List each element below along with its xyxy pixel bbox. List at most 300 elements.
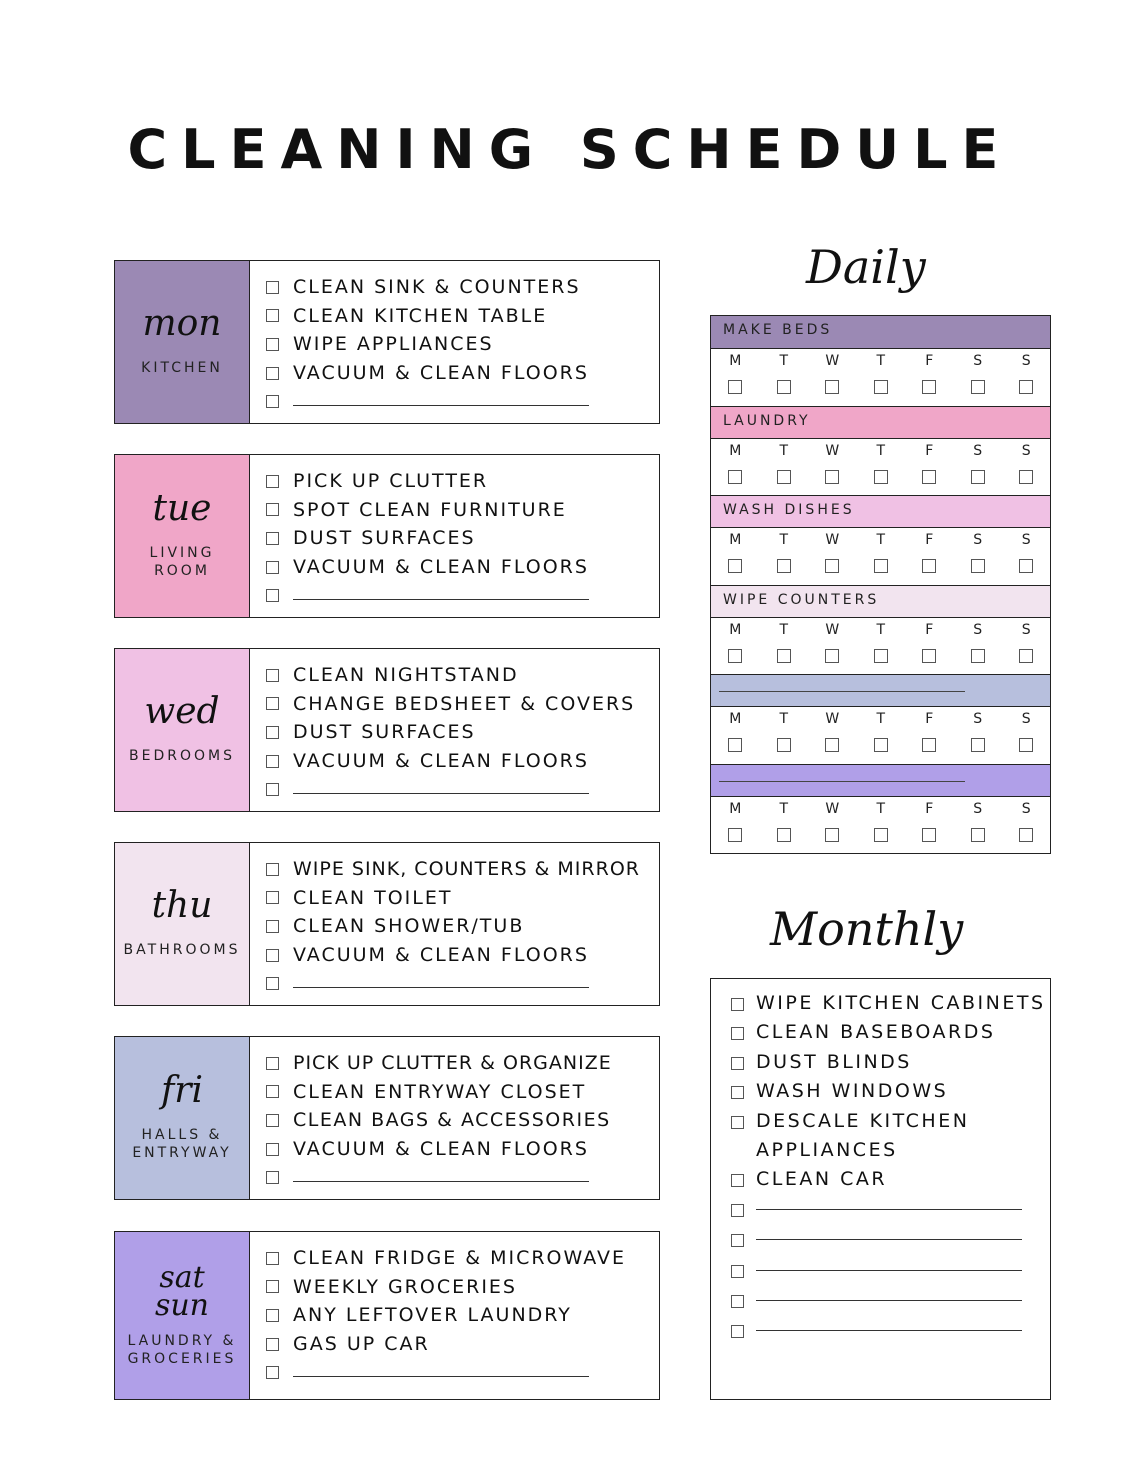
task-label: PICK UP CLUTTER [293,470,489,493]
daily-task-bar [711,764,1050,797]
daily-task-bar [711,406,1050,439]
task-item-blank[interactable] [266,1358,626,1387]
blank-write-line[interactable] [756,1239,1022,1240]
task-item-blank[interactable] [266,581,589,610]
task-list [250,649,635,811]
weekday-label: F [925,442,934,459]
task-item[interactable] [266,496,589,525]
daily-task-label: LAUNDRY [723,412,811,429]
weekday-cell [808,797,857,842]
weekday-checkbox[interactable] [971,559,985,573]
monthly-task-label: CLEAN BASEBOARDS [756,1021,996,1044]
checkbox[interactable] [266,1171,279,1184]
checkbox[interactable] [266,669,279,682]
weekday-checkbox[interactable] [825,649,839,663]
checkbox[interactable] [731,1234,744,1247]
task-item[interactable] [266,855,640,884]
weekday-label: S [973,532,983,548]
checkbox[interactable] [731,1265,744,1278]
weekday-checkbox[interactable] [728,738,742,752]
checkbox[interactable] [266,697,279,710]
weekday-cell [905,618,954,663]
weekday-checkbox[interactable] [777,649,791,663]
daily-task-bar [711,316,1050,349]
weekday-checkbox[interactable] [922,559,936,573]
task-item[interactable] [266,1330,626,1359]
weekday-cell [711,618,760,663]
weekday-checkbox[interactable] [777,470,791,484]
weekday-checkbox[interactable] [1019,828,1033,842]
weekday-label: W [825,621,840,638]
weekday-cell [857,618,906,663]
weekday-checkbox[interactable] [971,828,985,842]
weekday-label: M [729,800,742,817]
blank-write-line[interactable] [756,1209,1022,1210]
task-label: ANY LEFTOVER LAUNDRY [293,1304,572,1327]
weekday-checklist [711,707,1050,752]
weekday-checkbox[interactable] [777,738,791,752]
task-list [250,1232,626,1399]
blank-write-line[interactable] [293,987,589,988]
weekday-checklist [711,797,1050,842]
task-label: GAS UP CAR [293,1333,430,1356]
checkbox[interactable] [266,309,279,322]
weekday-cell [711,528,760,573]
day-room: LAUNDRY & GROCERIES [127,1332,237,1367]
weekday-checkbox[interactable] [825,380,839,394]
weekday-checkbox[interactable] [777,380,791,394]
weekday-label: M [729,353,742,369]
task-item[interactable] [266,524,589,553]
weekday-checkbox[interactable] [728,470,742,484]
weekday-cell [857,439,906,484]
weekday-label: W [825,442,840,459]
daily-task-bar [711,674,1050,707]
day-label-panel [115,1232,250,1399]
weekday-checkbox[interactable] [922,649,936,663]
day-label-panel [115,843,250,1005]
weekday-checkbox[interactable] [874,828,888,842]
task-label: VACUUM & CLEAN FLOORS [293,750,589,773]
task-label: PICK UP CLUTTER & ORGANIZE [293,1052,612,1075]
monthly-task-label: WASH WINDOWS [756,1080,949,1103]
weekday-label: S [1021,800,1031,817]
checkbox[interactable] [731,1116,744,1129]
weekday-checkbox[interactable] [971,738,985,752]
task-list [250,455,589,617]
checkbox[interactable] [731,1204,744,1217]
weekday-label: S [1021,532,1031,548]
day-script: sat sun [154,1259,210,1323]
checkbox[interactable] [266,920,279,933]
checkbox[interactable] [266,503,279,516]
task-label: CLEAN FRIDGE & MICROWAVE [293,1247,627,1270]
task-label: WEEKLY GROCERIES [293,1275,517,1298]
task-item[interactable] [266,1273,626,1302]
weekday-label: T [876,800,886,817]
checkbox[interactable] [731,1086,744,1099]
weekday-checklist [711,349,1050,394]
weekday-checkbox[interactable] [728,649,742,663]
checkbox[interactable] [266,1085,279,1098]
daily-task-bar [711,495,1050,528]
task-label: CLEAN TOILET [293,886,453,909]
monthly-task-item[interactable] [731,1018,1050,1047]
monthly-task-item[interactable] [731,1107,1050,1166]
weekday-label: W [825,532,840,548]
checkbox[interactable] [266,891,279,904]
day-block-fri [114,1036,660,1200]
weekday-checkbox[interactable] [728,828,742,842]
task-item[interactable] [266,1106,612,1135]
weekday-cell [1002,707,1051,752]
weekday-cell [954,528,1003,573]
checkbox[interactable] [266,1366,279,1379]
task-item-blank[interactable] [266,387,589,416]
weekday-checkbox[interactable] [825,470,839,484]
weekday-label: W [825,711,840,727]
monthly-task-item[interactable] [731,1048,1050,1077]
weekday-checkbox[interactable] [1019,470,1033,484]
weekday-cell [760,528,809,573]
checkbox[interactable] [731,1174,744,1187]
daily-tracker [710,315,1051,854]
weekday-cell [760,797,809,842]
weekday-label: S [973,711,983,727]
blank-write-line[interactable] [293,1181,589,1182]
weekday-checkbox[interactable] [874,380,888,394]
day-block-sat-sun [114,1231,660,1400]
weekday-checkbox[interactable] [728,380,742,394]
weekday-cell [808,349,857,394]
daily-heading: Daily [806,240,926,294]
weekday-checkbox[interactable] [825,559,839,573]
checkbox[interactable] [731,998,744,1011]
weekday-label: S [973,800,983,817]
weekday-checkbox[interactable] [1019,380,1033,394]
task-label: CLEAN BAGS & ACCESSORIES [293,1109,611,1132]
weekday-cell [711,707,760,752]
day-script: thu [151,885,213,926]
task-label: CLEAN KITCHEN TABLE [293,304,548,327]
task-item[interactable] [266,330,589,359]
blank-write-line[interactable] [293,405,589,406]
weekday-cell [760,439,809,484]
blank-write-line[interactable] [719,781,965,782]
weekday-checkbox[interactable] [971,470,985,484]
weekday-checkbox[interactable] [1019,738,1033,752]
day-script: mon [142,303,222,344]
day-room: HALLS & ENTRYWAY [132,1127,232,1161]
task-list [250,843,640,1005]
weekday-label: S [973,621,983,638]
weekday-cell [808,618,857,663]
weekday-checkbox[interactable] [874,470,888,484]
weekday-label: T [876,353,886,369]
task-item[interactable] [266,1078,612,1107]
weekday-checkbox[interactable] [922,470,936,484]
blank-write-line[interactable] [756,1300,1022,1301]
weekday-cell [1002,349,1051,394]
task-label: VACUUM & CLEAN FLOORS [293,556,589,579]
task-item[interactable] [266,690,635,719]
monthly-task-label: DUST BLINDS [756,1050,912,1073]
monthly-task-item-blank[interactable] [731,1225,1050,1255]
weekday-checkbox[interactable] [825,828,839,842]
task-item[interactable] [266,553,589,582]
monthly-task-item-blank[interactable] [731,1256,1050,1286]
weekday-cell [857,707,906,752]
task-label: DUST SURFACES [293,527,476,550]
day-label-panel [115,261,250,423]
checkbox[interactable] [266,1057,279,1070]
weekday-cell [808,707,857,752]
weekday-checkbox[interactable] [874,649,888,663]
weekday-cell [760,349,809,394]
task-item-blank[interactable] [266,775,635,804]
weekday-checkbox[interactable] [825,738,839,752]
weekday-label: T [779,621,789,638]
weekday-cell [905,797,954,842]
weekday-checklist [711,439,1050,484]
weekday-label: M [729,621,742,638]
weekday-label: T [876,711,886,727]
weekday-checkbox[interactable] [777,828,791,842]
weekday-label: M [729,442,742,459]
weekday-checkbox[interactable] [971,380,985,394]
weekday-cell [954,349,1003,394]
task-label: WIPE SINK, COUNTERS & MIRROR [293,858,640,881]
task-item[interactable] [266,718,635,747]
weekday-checkbox[interactable] [971,649,985,663]
weekday-cell [808,528,857,573]
daily-group [711,406,1050,496]
weekday-checkbox[interactable] [922,738,936,752]
task-item[interactable] [266,661,635,690]
weekday-checkbox[interactable] [922,380,936,394]
weekday-label: F [925,621,934,638]
weekday-label: M [729,711,742,727]
checkbox[interactable] [266,281,279,294]
weekday-cell [954,618,1003,663]
weekday-cell [905,707,954,752]
day-block-thu [114,842,660,1006]
blank-write-line[interactable] [719,691,965,692]
weekday-cell [857,528,906,573]
weekday-label: T [876,442,886,459]
task-item[interactable] [266,1135,612,1164]
day-script: wed [144,691,220,732]
day-script: fri [160,1070,204,1111]
weekday-checkbox[interactable] [1019,559,1033,573]
task-label: CLEAN SHOWER/TUB [293,915,525,938]
daily-group [711,585,1050,675]
daily-task-bar [711,585,1050,618]
task-item[interactable] [266,1049,612,1078]
day-room: BATHROOMS [123,942,241,958]
weekday-cell [857,349,906,394]
day-block-tue [114,454,660,618]
weekday-label: S [1021,711,1031,727]
weekday-cell [954,707,1003,752]
daily-group [711,316,1050,406]
weekday-label: S [1021,442,1031,459]
day-label-panel [115,649,250,811]
weekday-cell [954,439,1003,484]
checkbox[interactable] [266,532,279,545]
weekday-cell [711,797,760,842]
monthly-task-label: DESCALE KITCHEN APPLIANCES [756,1109,970,1162]
blank-write-line[interactable] [293,599,589,600]
checkbox[interactable] [266,395,279,408]
weekday-label: S [973,442,983,459]
checkbox[interactable] [266,1280,279,1293]
day-script: tue [152,488,212,529]
weekday-checkbox[interactable] [874,559,888,573]
weekday-label: T [779,800,789,817]
weekday-checklist [711,618,1050,663]
task-label: SPOT CLEAN FURNITURE [293,498,567,521]
task-item[interactable] [266,467,589,496]
weekday-checkbox[interactable] [874,738,888,752]
checkbox[interactable] [731,1295,744,1308]
checkbox[interactable] [266,1114,279,1127]
weekday-label: M [729,532,742,548]
weekday-cell [1002,618,1051,663]
task-item[interactable] [266,1244,626,1273]
monthly-task-item-blank[interactable] [731,1195,1050,1225]
blank-write-line[interactable] [756,1330,1022,1331]
daily-group [711,495,1050,585]
day-block-mon [114,260,660,424]
weekday-label: S [1021,353,1031,369]
weekday-cell [760,618,809,663]
weekday-cell [808,439,857,484]
checkbox[interactable] [731,1057,744,1070]
task-label: VACUUM & CLEAN FLOORS [293,362,589,385]
daily-group [711,764,1050,854]
weekday-label: S [1021,621,1031,638]
weekday-checkbox[interactable] [777,559,791,573]
monthly-task-label: CLEAN CAR [756,1168,888,1191]
weekday-label: W [825,353,840,369]
task-item[interactable] [266,359,589,388]
checkbox[interactable] [266,475,279,488]
checkbox[interactable] [266,1338,279,1351]
day-label-panel [115,455,250,617]
weekday-label: T [876,621,886,638]
task-item[interactable] [266,302,589,331]
daily-group [711,674,1050,764]
checkbox[interactable] [266,561,279,574]
weekday-cell [905,349,954,394]
weekday-cell [711,439,760,484]
task-item-blank[interactable] [266,969,640,998]
monthly-task-list [710,978,1051,1400]
monthly-heading: Monthly [770,902,964,956]
day-room: BEDROOMS [129,748,235,764]
task-item[interactable] [266,1301,626,1330]
weekday-cell [857,797,906,842]
task-item[interactable] [266,941,640,970]
blank-write-line[interactable] [756,1270,1022,1271]
task-list [250,261,589,423]
task-list [250,1037,612,1199]
task-item[interactable] [266,273,589,302]
weekday-checkbox[interactable] [1019,649,1033,663]
checkbox[interactable] [266,1309,279,1322]
weekday-label: F [925,532,934,548]
checkbox[interactable] [266,726,279,739]
weekday-label: T [779,711,789,727]
monthly-task-item[interactable] [731,1077,1050,1106]
checkbox[interactable] [266,1252,279,1265]
checkbox[interactable] [731,1027,744,1040]
checkbox[interactable] [266,755,279,768]
checkbox[interactable] [266,367,279,380]
task-label: DUST SURFACES [293,721,476,744]
task-label: CLEAN ENTRYWAY CLOSET [293,1080,587,1103]
checkbox[interactable] [266,589,279,602]
monthly-task-item[interactable] [731,989,1050,1018]
checkbox[interactable] [266,977,279,990]
daily-task-label: WIPE COUNTERS [723,591,880,608]
weekday-label: F [925,800,934,817]
blank-write-line[interactable] [293,793,589,794]
weekday-label: T [876,532,886,548]
weekday-label: T [779,353,789,369]
weekday-label: F [925,711,934,727]
day-label-panel [115,1037,250,1199]
weekday-cell [760,707,809,752]
task-label: CHANGE BEDSHEET & COVERS [293,692,636,715]
checkbox[interactable] [266,783,279,796]
weekday-cell [905,528,954,573]
task-label: VACUUM & CLEAN FLOORS [293,1138,589,1161]
checkbox[interactable] [266,1143,279,1156]
checkbox[interactable] [731,1325,744,1338]
task-label: CLEAN NIGHTSTAND [293,664,519,687]
task-item[interactable] [266,912,640,941]
task-item[interactable] [266,884,640,913]
weekday-checkbox[interactable] [922,828,936,842]
task-item-blank[interactable] [266,1163,612,1192]
blank-write-line[interactable] [293,1376,589,1377]
weekday-label: S [973,353,983,369]
weekday-cell [711,349,760,394]
weekday-checkbox[interactable] [728,559,742,573]
page-title: CLEANING SCHEDULE [127,118,1013,181]
weekday-label: T [779,532,789,548]
monthly-task-item-blank[interactable] [731,1286,1050,1316]
checkbox[interactable] [266,949,279,962]
task-label: VACUUM & CLEAN FLOORS [293,944,589,967]
checkbox[interactable] [266,863,279,876]
weekday-label: F [925,353,934,369]
task-label: CLEAN SINK & COUNTERS [293,276,581,299]
monthly-task-item[interactable] [731,1165,1050,1194]
daily-task-label: MAKE BEDS [723,322,833,338]
weekday-checklist [711,528,1050,573]
monthly-task-label: WIPE KITCHEN CABINETS [756,992,1046,1014]
task-item[interactable] [266,747,635,776]
day-block-wed [114,648,660,812]
day-room: LIVING ROOM [149,545,215,579]
checkbox[interactable] [266,338,279,351]
weekday-cell [1002,439,1051,484]
monthly-task-item-blank[interactable] [731,1316,1050,1346]
weekday-label: W [825,800,840,817]
